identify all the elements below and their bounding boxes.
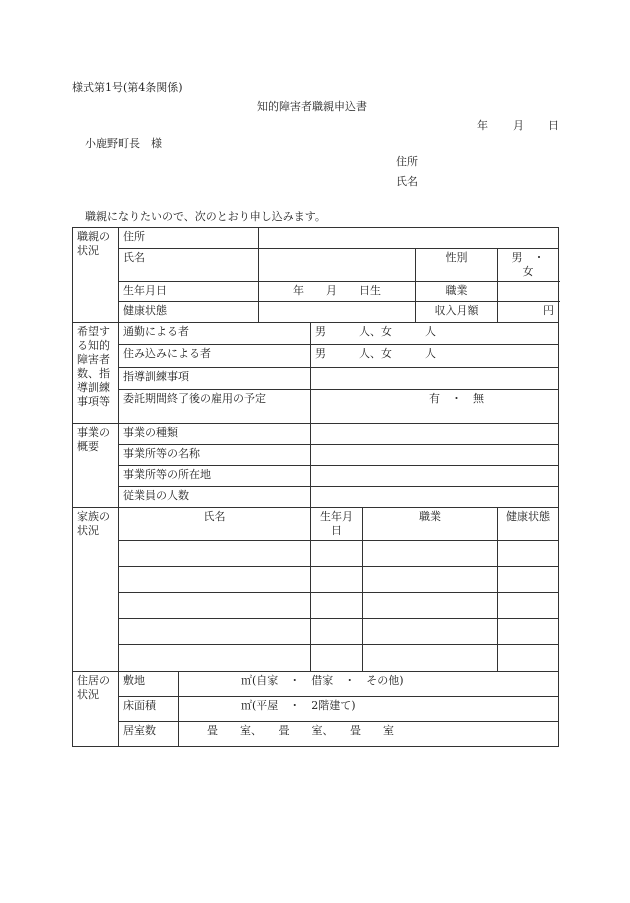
family-name-cell[interactable] <box>119 645 311 672</box>
family-birth-cell[interactable] <box>311 645 363 672</box>
sec2-training-field[interactable] <box>311 368 559 390</box>
family-occupation-cell[interactable] <box>363 567 498 593</box>
family-occupation-cell[interactable] <box>363 593 498 619</box>
sec2-employment-value[interactable]: 有 ・ 無 <box>311 390 559 424</box>
family-birth-cell[interactable] <box>311 619 363 645</box>
sec4-col-occupation: 職業 <box>363 508 498 541</box>
family-health-cell[interactable] <box>498 645 559 672</box>
application-form-table <box>72 227 559 747</box>
form-title: 知的障害者職親申込書 <box>257 100 367 113</box>
sec4-family-row <box>73 567 559 593</box>
family-name-cell[interactable] <box>119 593 311 619</box>
sec2-row-training <box>73 368 559 390</box>
sec5-floor-value[interactable]: ㎡(平屋 ・ 2階建て) <box>179 697 559 722</box>
sec4-col-health: 健康状態 <box>498 508 559 541</box>
date-day: 日 <box>548 119 559 132</box>
sec2-live-in-value[interactable]: 男 人、女 人 <box>311 345 559 368</box>
sec1-income-unit[interactable]: 円 <box>498 302 559 323</box>
sec5-site-label: 敷地 <box>119 672 179 697</box>
sec5-site-value[interactable]: ㎡(自家 ・ 借家 ・ その他) <box>179 672 559 697</box>
date-month: 月 <box>513 119 524 132</box>
sec1-address-label: 住所 <box>119 228 259 249</box>
sec1-birth-label: 生年月日 <box>119 282 259 302</box>
sec5-floor-label: 床面積 <box>119 697 179 722</box>
date-year: 年 <box>477 119 488 132</box>
applicant-name-label: 氏名 <box>396 175 418 188</box>
sec1-address-field[interactable] <box>259 228 559 249</box>
sec2-row-commute <box>73 323 559 345</box>
intro-text: 職親になりたいので、次のとおり申し込みます。 <box>85 210 326 223</box>
family-occupation-cell[interactable] <box>363 619 498 645</box>
sec1-occupation-label: 職業 <box>416 282 498 302</box>
sec3-type-label: 事業の種類 <box>119 424 311 445</box>
form-number: 様式第1号(第4条関係) <box>72 81 183 94</box>
sec2-employment-label: 委託期間終了後の雇用の予定 <box>119 390 311 424</box>
sec3-office-name-label: 事業所等の名称 <box>119 445 311 466</box>
sec1-health-field[interactable] <box>259 302 416 323</box>
sec2-live-in-label: 住み込みによる者 <box>119 345 311 368</box>
sec5-rooms-label: 居室数 <box>119 722 179 747</box>
sec3-row-employees <box>73 487 559 508</box>
sec3-employees-label: 従業員の人数 <box>119 487 311 508</box>
sec1-row-birth <box>73 282 559 302</box>
sec3-row-office-location <box>73 466 559 487</box>
family-health-cell[interactable] <box>498 541 559 567</box>
sec2-title: 希望する知的障害者数、指導訓練事項等 <box>73 323 119 424</box>
sec3-title: 事業の概要 <box>73 424 119 508</box>
sec5-rooms-value[interactable]: 畳 室、 畳 室、 畳 室 <box>179 722 559 747</box>
sec4-col-birth: 生年月日 <box>311 508 363 541</box>
addressee: 小鹿野町長 様 <box>85 137 162 150</box>
sec1-gender-label: 性別 <box>416 249 498 282</box>
sec3-row-office-name <box>73 445 559 466</box>
sec2-commute-label: 通勤による者 <box>119 323 311 345</box>
sec1-income-label: 収入月額 <box>416 302 498 323</box>
sec2-training-label: 指導訓練事項 <box>119 368 311 390</box>
sec3-office-location-label: 事業所等の所在地 <box>119 466 311 487</box>
sec5-row-floor <box>73 697 559 722</box>
sec3-row-type <box>73 424 559 445</box>
family-occupation-cell[interactable] <box>363 541 498 567</box>
sec4-family-row <box>73 593 559 619</box>
family-health-cell[interactable] <box>498 567 559 593</box>
sec4-family-row <box>73 645 559 672</box>
sec3-employees-field[interactable] <box>311 487 559 508</box>
sec5-row-rooms <box>73 722 559 747</box>
family-occupation-cell[interactable] <box>363 645 498 672</box>
sec4-col-name: 氏名 <box>119 508 311 541</box>
sec1-health-label: 健康状態 <box>119 302 259 323</box>
sec1-birth-value[interactable]: 年 月 日生 <box>259 282 416 302</box>
family-name-cell[interactable] <box>119 567 311 593</box>
sec1-title: 職親の状況 <box>73 228 119 323</box>
sec1-occupation-field[interactable] <box>498 282 559 302</box>
sec3-office-name-field[interactable] <box>311 445 559 466</box>
sec4-header-row <box>73 508 559 541</box>
sec1-row-health <box>73 302 559 323</box>
sec4-family-row <box>73 541 559 567</box>
sec3-type-field[interactable] <box>311 424 559 445</box>
family-health-cell[interactable] <box>498 619 559 645</box>
sec1-row-name <box>73 249 559 282</box>
family-health-cell[interactable] <box>498 593 559 619</box>
sec1-name-label: 氏名 <box>119 249 259 282</box>
sec1-name-field[interactable] <box>259 249 416 282</box>
applicant-address-label: 住所 <box>396 155 418 168</box>
sec1-row-address <box>73 228 559 249</box>
sec2-row-employment <box>73 390 559 424</box>
sec2-commute-value[interactable]: 男 人、女 人 <box>311 323 559 345</box>
sec3-office-location-field[interactable] <box>311 466 559 487</box>
family-birth-cell[interactable] <box>311 541 363 567</box>
family-birth-cell[interactable] <box>311 567 363 593</box>
sec5-title: 住居の状況 <box>73 672 119 747</box>
sec2-row-live-in <box>73 345 559 368</box>
sec4-title: 家族の状況 <box>73 508 119 672</box>
family-name-cell[interactable] <box>119 619 311 645</box>
sec5-row-site <box>73 672 559 697</box>
family-name-cell[interactable] <box>119 541 311 567</box>
family-birth-cell[interactable] <box>311 593 363 619</box>
sec4-family-row <box>73 619 559 645</box>
sec1-gender-value[interactable]: 男 ・ 女 <box>498 249 559 282</box>
